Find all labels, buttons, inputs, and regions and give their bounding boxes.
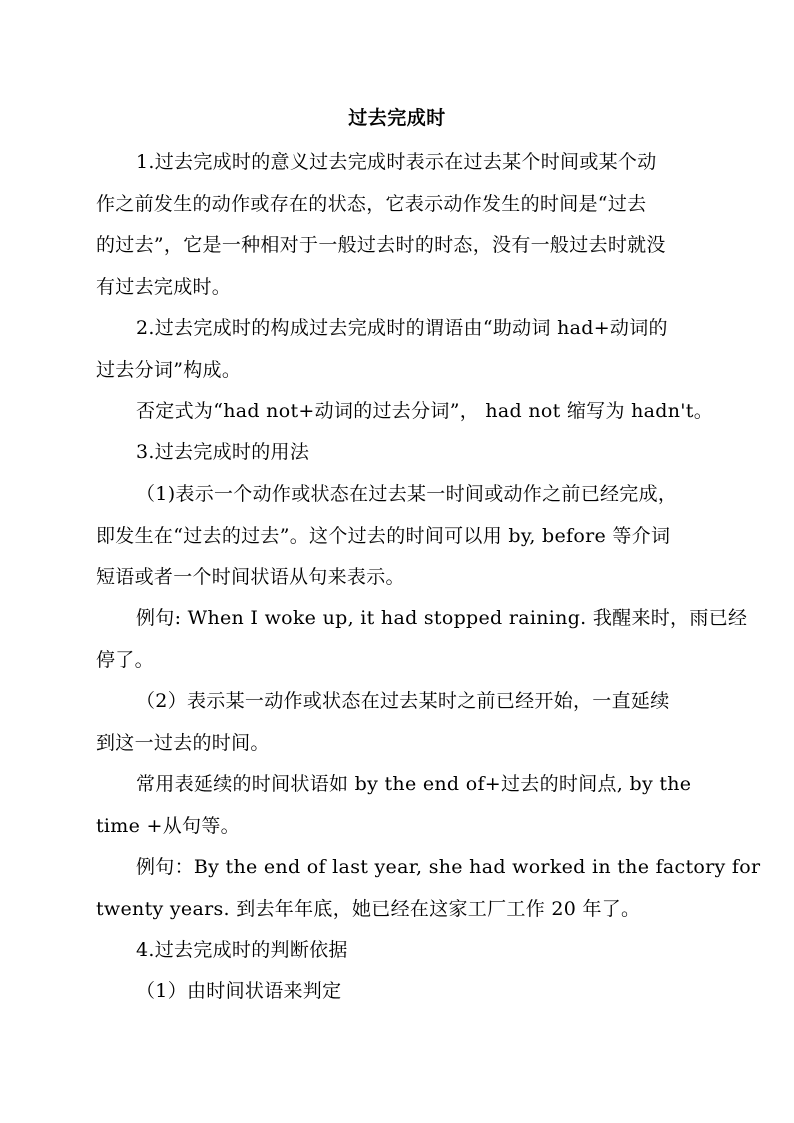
paragraph-line: 1.过去完成时的意义过去完成时表示在过去某个时间或某个动 [136, 151, 657, 173]
paragraph-line: 短语或者一个时间状语从句来表示。 [96, 566, 405, 588]
paragraph-line: 作之前发生的动作或存在的状态，它表示动作发生的时间是“过去 [96, 192, 647, 215]
paragraph-line: 2.过去完成时的构成过去完成时的谓语由“助动词 had+动词的 [136, 317, 668, 339]
paragraph-line: twenty years. 到去年年底，她已经在这家工厂工作 20 年了。 [96, 897, 641, 920]
paragraph-judgement-1 [96, 971, 716, 1013]
paragraph-line: 有过去完成时。 [96, 275, 232, 298]
paragraph-line: 过去分词”构成。 [96, 358, 242, 381]
paragraph-line: 例句: When I woke up, it had stopped raining. 我醒来时，雨已经 [136, 607, 748, 629]
paragraph-structure [96, 308, 716, 391]
paragraph-line: 例句：By the end of last year, she had worked in the factory for [136, 856, 761, 878]
document-title: 过去完成时 [348, 107, 446, 129]
paragraph-line: （1)表示一个动作或状态在过去某一时间或动作之前已经完成， [136, 483, 678, 505]
paragraph-usage-1 [96, 474, 716, 599]
paragraph-line: time +从句等。 [96, 814, 240, 837]
paragraph-line: （2）表示某一动作或状态在过去某时之前已经开始，一直延续 [136, 690, 670, 712]
paragraph-example-1 [96, 598, 748, 681]
paragraph-line: 常用表延续的时间状语如 by the end of+过去的时间点, by the [136, 773, 692, 795]
paragraph-line: 4.过去完成时的判断依据 [136, 939, 348, 961]
paragraph-line: 否定式为“had not+动词的过去分词”， had not 缩写为 hadn't。 [136, 400, 714, 422]
paragraph-line: 到这一过去的时间。 [96, 731, 270, 754]
paragraph-usage-heading [96, 432, 716, 474]
paragraph-line: 的过去”，它是一种相对于一般过去时的时态，没有一般过去时就没 [96, 234, 666, 256]
paragraph-negative-form [96, 391, 716, 433]
paragraph-line: 即发生在“过去的过去”。这个过去的时间可以用 by, before 等介词 [96, 524, 671, 547]
paragraph-line: （1）由时间状语来判定 [136, 980, 342, 1002]
paragraph-line: 3.过去完成时的用法 [136, 441, 310, 463]
paragraph-usage-2 [96, 681, 716, 764]
paragraph-example-2 [96, 847, 761, 930]
paragraph-line: 停了。 [96, 648, 154, 671]
paragraph-meaning [96, 142, 716, 308]
paragraph-time-adverbials [96, 764, 716, 847]
paragraph-judgement-heading [96, 930, 716, 972]
